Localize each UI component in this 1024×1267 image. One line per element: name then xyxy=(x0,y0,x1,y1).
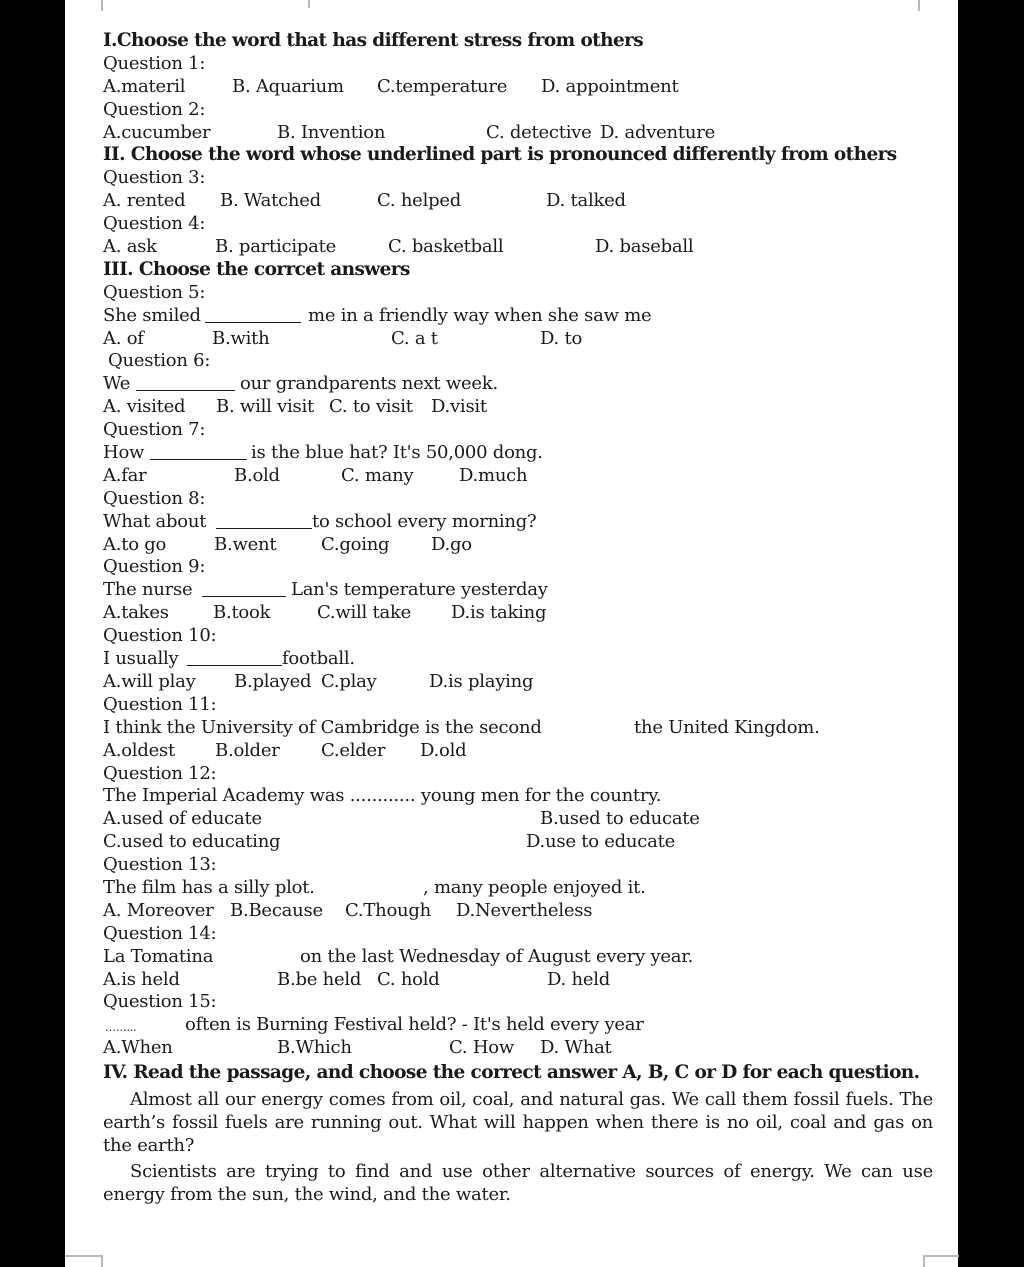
margin-mark xyxy=(923,1255,925,1267)
option-d: D. adventure xyxy=(600,121,715,143)
option-c: C.going xyxy=(321,533,390,555)
option-a: A.materil xyxy=(103,75,186,97)
option-d: D. to xyxy=(540,327,583,349)
option-b: B. Watched xyxy=(220,190,321,212)
question-6-label xyxy=(103,350,933,373)
option-c: C. helped xyxy=(377,190,462,212)
stem-start: The nurse xyxy=(103,579,193,601)
option-b: B.Because xyxy=(230,899,323,921)
question-1-options xyxy=(103,76,933,99)
margin-mark xyxy=(918,0,920,11)
option-d: D.go xyxy=(431,533,472,555)
option-d: D.Nevertheless xyxy=(456,899,593,921)
section-4-heading: IV. Read the passage, and choose the correct answer A, B, C or D for each question. xyxy=(103,1062,920,1084)
stem-end: is the blue hat? It's 50,000 dong. xyxy=(251,442,543,464)
option-d: D. baseball xyxy=(595,236,694,258)
answer-blank xyxy=(216,511,312,529)
question-11-label: Question 11: xyxy=(103,693,217,715)
question-9-options xyxy=(103,602,933,625)
option-b: B. Aquarium xyxy=(232,75,344,97)
option-c: C.play xyxy=(321,670,377,692)
label-text: Question 6: xyxy=(108,350,211,372)
option-a: A. ask xyxy=(103,236,157,258)
question-10-options xyxy=(103,671,933,694)
option-d: D. held xyxy=(547,968,611,990)
section-1-heading: I.Choose the word that has different stress from others xyxy=(103,30,644,51)
stem-start: She smiled xyxy=(103,304,201,326)
question-4-label: Question 4: xyxy=(103,213,206,235)
option-c: C. hold xyxy=(377,968,440,990)
margin-mark xyxy=(65,1255,103,1257)
option-c: C. detective xyxy=(486,121,592,143)
section-3-heading: III. Choose the corrcet answers xyxy=(103,258,410,280)
question-2-label: Question 2: xyxy=(103,98,206,120)
option-d: D.visit xyxy=(431,396,487,418)
question-10-stem xyxy=(103,648,933,671)
stem-end: me in a friendly way when she saw me xyxy=(308,304,652,326)
option-a: A. of xyxy=(103,327,144,349)
stem-start: How xyxy=(103,442,145,464)
question-7-stem xyxy=(103,442,933,465)
option-a: A.takes xyxy=(103,602,169,624)
question-9-stem xyxy=(103,579,933,602)
question-3-options xyxy=(103,190,933,213)
option-c: C.elder xyxy=(321,739,386,761)
option-a: A.to go xyxy=(103,533,167,555)
option-d: D. appointment xyxy=(541,75,679,97)
option-c: C. a t xyxy=(391,327,438,349)
stem-start: I think the University of Cambridge is the second xyxy=(103,716,542,738)
stem-end: our grandparents next week. xyxy=(240,373,498,395)
option-a: A. visited xyxy=(103,396,186,418)
answer-blank xyxy=(202,579,286,597)
option-a: A.is held xyxy=(103,968,180,990)
question-12-options-row2 xyxy=(103,831,933,854)
question-5-options xyxy=(103,328,933,351)
question-10-label: Question 10: xyxy=(103,625,217,647)
margin-mark xyxy=(101,0,103,11)
option-b: B.used to educate xyxy=(540,808,700,830)
option-c: C.temperature xyxy=(377,75,508,97)
option-a: A.used of educate xyxy=(103,808,262,830)
question-4-options xyxy=(103,236,933,259)
answer-blank xyxy=(150,442,247,460)
option-a: A. Moreover xyxy=(103,899,214,921)
question-15-options xyxy=(103,1037,933,1060)
question-14-stem xyxy=(103,946,933,969)
question-8-label: Question 8: xyxy=(103,487,206,509)
margin-mark xyxy=(308,0,310,8)
option-a: A.will play xyxy=(103,670,196,692)
option-a: A.cucumber xyxy=(103,121,211,143)
option-b: B.older xyxy=(215,739,280,761)
stem-start: ……... xyxy=(105,1021,137,1035)
question-5-stem xyxy=(103,305,933,328)
section-2-heading: II. Choose the word whose underlined part is pronounced differently from others xyxy=(103,144,897,166)
question-6-stem xyxy=(103,373,933,396)
question-12-stem: The Imperial Academy was ............ young men for the country. xyxy=(103,785,662,807)
option-d: D.old xyxy=(420,739,467,761)
option-a: A. rented xyxy=(103,190,186,212)
option-b: B. will visit xyxy=(216,396,314,418)
question-13-stem xyxy=(103,877,933,900)
option-d: D. talked xyxy=(546,190,626,212)
stem-start: La Tomatina xyxy=(103,945,214,967)
option-b: B. Invention xyxy=(277,121,386,143)
option-b: B.be held xyxy=(277,968,362,990)
question-12-options-row1 xyxy=(103,808,933,831)
option-a: A.When xyxy=(103,1037,173,1059)
question-11-options xyxy=(103,740,933,763)
option-b: B.went xyxy=(214,533,277,555)
question-9-label: Question 9: xyxy=(103,556,206,578)
option-c: C. many xyxy=(341,464,414,486)
option-c: C.used to educating xyxy=(103,831,281,853)
stem-end: , many people enjoyed it. xyxy=(423,876,646,898)
passage-paragraph-2: Scientists are trying to find and use other alternative sources of energy. We can use energy from the sun, the wind, and the water. xyxy=(103,1160,933,1205)
margin-mark xyxy=(101,1255,103,1267)
question-13-label: Question 13: xyxy=(103,854,217,876)
stem-start: What about xyxy=(103,510,207,532)
question-7-label: Question 7: xyxy=(103,419,206,441)
option-a: A.far xyxy=(103,464,147,486)
question-14-options xyxy=(103,969,933,992)
question-12-label: Question 12: xyxy=(103,762,217,784)
option-b: B.old xyxy=(234,464,280,486)
option-c: C.Though xyxy=(345,899,431,921)
stem-start: The film has a silly plot. xyxy=(103,876,315,898)
stem-start: We xyxy=(103,373,131,395)
option-a: A.oldest xyxy=(103,739,175,761)
answer-blank xyxy=(136,373,235,391)
question-14-label: Question 14: xyxy=(103,922,217,944)
passage-paragraph-1: Almost all our energy comes from oil, coal, and natural gas. We call them fossil fuels. The earth’s fossil fuels are running out. What will happen when there is no oil, coal and gas on the earth? xyxy=(103,1088,933,1156)
question-6-options xyxy=(103,396,933,419)
stem-end: Lan's temperature yesterday xyxy=(291,579,548,601)
option-b: B.with xyxy=(212,327,270,349)
stem-end: on the last Wednesday of August every year. xyxy=(300,945,694,967)
option-c: C. to visit xyxy=(329,396,413,418)
question-8-options xyxy=(103,534,933,557)
question-5-label: Question 5: xyxy=(103,281,206,303)
stem-end: to school every morning? xyxy=(312,510,537,532)
answer-blank xyxy=(187,648,282,666)
question-2-options xyxy=(103,122,933,145)
stem-end: the United Kingdom. xyxy=(634,716,820,738)
stem-start: I usually xyxy=(103,648,179,670)
question-13-options xyxy=(103,900,933,923)
option-d: D.use to educate xyxy=(526,831,675,853)
option-b: B.Which xyxy=(277,1037,352,1059)
question-1-label: Question 1: xyxy=(103,52,206,74)
option-d: D.is playing xyxy=(429,670,534,692)
stem-end: often is Burning Festival held? - It's held every year xyxy=(185,1014,644,1036)
question-15-label: Question 15: xyxy=(103,991,217,1013)
stem-end: football. xyxy=(282,648,355,670)
option-b: B. participate xyxy=(215,236,336,258)
option-d: D.much xyxy=(459,464,528,486)
question-8-stem xyxy=(103,511,933,534)
option-d: D. What xyxy=(540,1037,612,1059)
margin-mark xyxy=(923,1255,959,1257)
option-c: C. How xyxy=(449,1037,515,1059)
option-b: B.played xyxy=(234,670,312,692)
question-7-options xyxy=(103,465,933,488)
option-b: B.took xyxy=(213,602,271,624)
question-11-stem xyxy=(103,717,933,740)
answer-blank xyxy=(205,305,301,323)
question-3-label: Question 3: xyxy=(103,167,206,189)
option-c: C.will take xyxy=(317,602,412,624)
option-d: D.is taking xyxy=(451,602,547,624)
question-15-stem xyxy=(103,1014,933,1037)
worksheet xyxy=(103,30,933,1206)
option-c: C. basketball xyxy=(388,236,504,258)
